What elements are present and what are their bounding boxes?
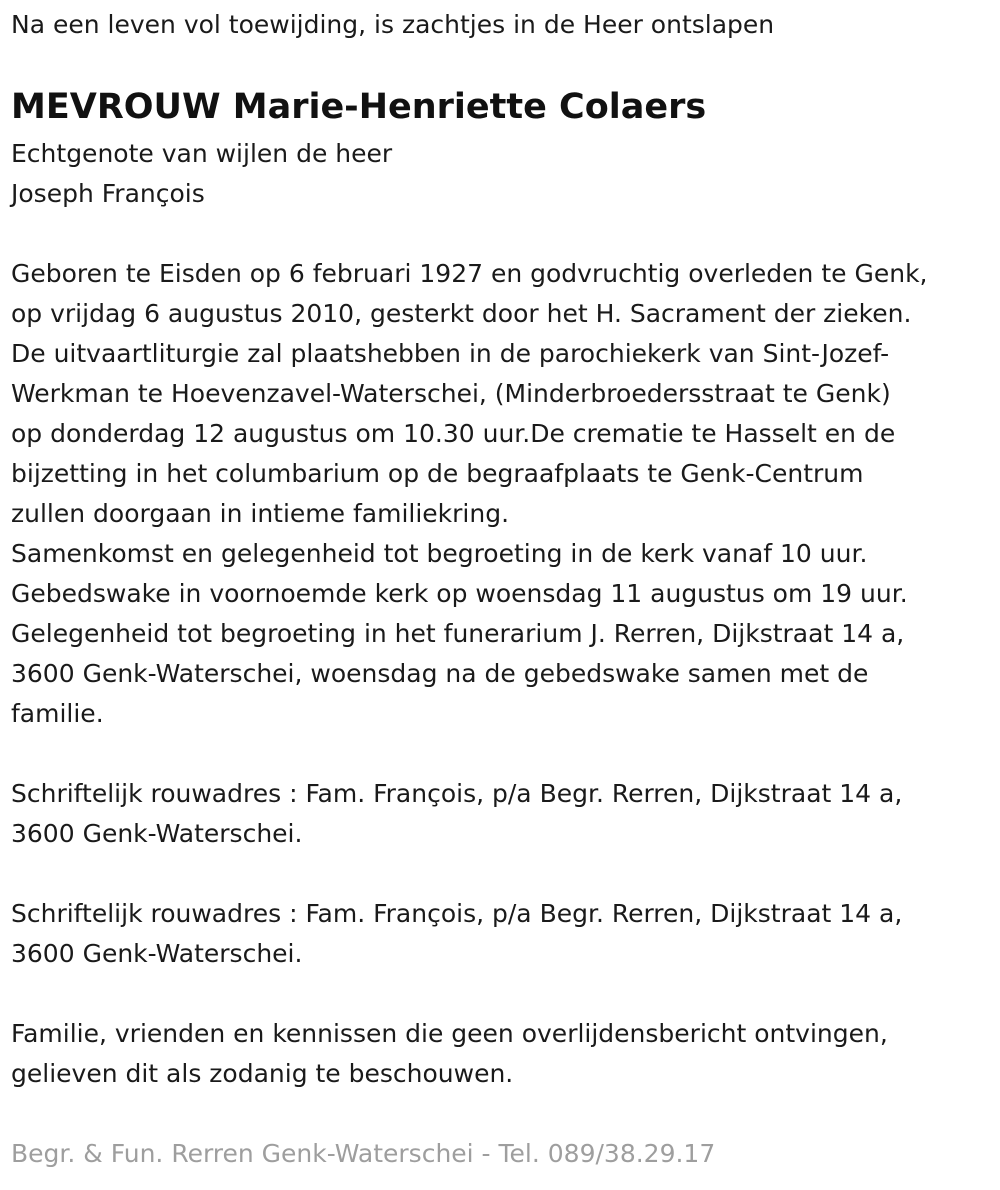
body-line: Geboren te Eisden op 6 februari 1927 en godvruchtig overleden te Genk, [11, 259, 928, 288]
closing-text: gelieven dit als zodanig te beschouwen. [11, 1059, 514, 1088]
mourning-address-line: Schriftelijk rouwadres : Fam. François, p/a Begr. Rerren, Dijkstraat 14 a, [11, 899, 903, 928]
body-line: Samenkomst en gelegenheid tot begroeting in de kerk vanaf 10 uur. [11, 539, 868, 568]
notice-body [11, 254, 928, 734]
mourning-address-city: 3600 Genk-Waterschei. [11, 939, 303, 968]
closing-text: Familie, vrienden en kennissen die geen overlijdensbericht ontvingen, [11, 1019, 888, 1048]
body-line: zullen doorgaan in intieme familiekring. [11, 499, 510, 528]
body-line: familie. [11, 699, 104, 728]
body-line: Gebedswake in voornoemde kerk op woensdag 11 augustus om 19 uur. [11, 579, 908, 608]
spouse-name: Joseph François [11, 179, 205, 208]
body-line: op donderdag 12 augustus om 10.30 uur.De crematie te Hasselt en de [11, 419, 896, 448]
intro-text: Na een leven vol toewijding, is zachtjes in de Heer ontslapen [11, 10, 775, 39]
body-line: op vrijdag 6 augustus 2010, gesterkt door het H. Sacrament der zieken. [11, 299, 912, 328]
body-line: 3600 Genk-Waterschei, woensdag na de gebedswake samen met de [11, 659, 869, 688]
mourning-address-line: Schriftelijk rouwadres : Fam. François, p/a Begr. Rerren, Dijkstraat 14 a, [11, 779, 903, 808]
body-line: bijzetting in het columbarium op de begraafplaats te Genk-Centrum [11, 459, 864, 488]
funeral-home-footer: Begr. & Fun. Rerren Genk-Waterschei - Tel. 089/38.29.17 [11, 1139, 716, 1168]
body-line: De uitvaartliturgie zal plaatshebben in de parochiekerk van Sint-Jozef- [11, 339, 890, 368]
body-line: Gelegenheid tot begroeting in het funerarium J. Rerren, Dijkstraat 14 a, [11, 619, 905, 648]
deceased-name: MEVROUW Marie-Henriette Colaers [11, 87, 707, 127]
body-line: Werkman te Hoevenzavel-Waterschei, (Minderbroedersstraat te Genk) [11, 379, 891, 408]
mourning-address-city: 3600 Genk-Waterschei. [11, 819, 303, 848]
spouse-line: Echtgenote van wijlen de heer [11, 139, 393, 168]
